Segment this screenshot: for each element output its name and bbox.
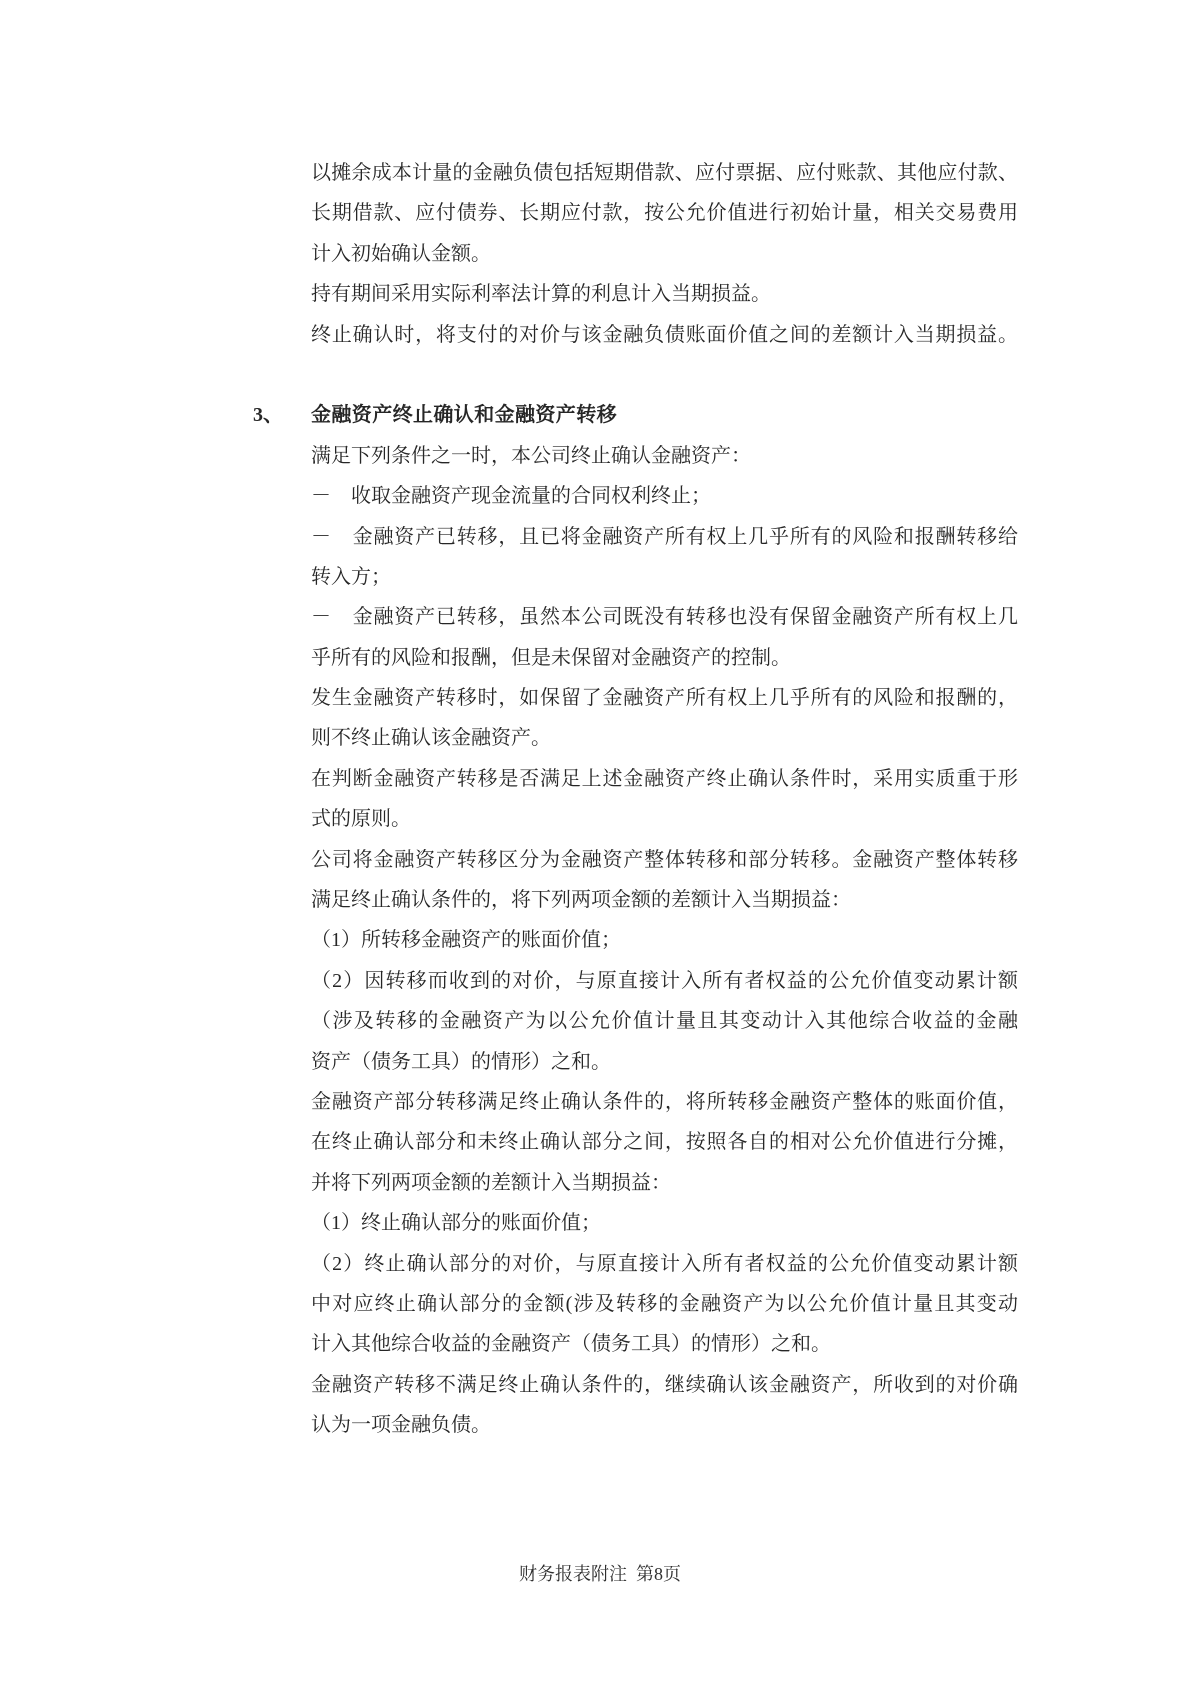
text-line: － 金融资产已转移，虽然本公司既没有转移也没有保留金融资产所有权上几	[311, 606, 1018, 629]
text-line: （1）所转移金融资产的账面价值；	[311, 929, 621, 952]
text-line: （1）终止确认部分的账面价值；	[311, 1212, 601, 1235]
text-line: 转入方；	[311, 565, 391, 588]
text-line: － 收取金融资产现金流量的合同权利终止；	[311, 485, 711, 508]
text-line: 计入其他综合收益的金融资产（债务工具）的情形）之和。	[311, 1333, 831, 1356]
text-line: 在终止确认部分和未终止确认部分之间，按照各自的相对公允价值进行分摊，	[311, 1131, 1018, 1154]
text-line: （2）终止确认部分的对价，与原直接计入所有者权益的公允价值变动累计额	[311, 1252, 1018, 1275]
text-line: 发生金融资产转移时，如保留了金融资产所有权上几乎所有的风险和报酬的，	[311, 687, 1018, 710]
text-line: 并将下列两项金额的差额计入当期损益：	[311, 1171, 671, 1194]
text-line: 资产（债务工具）的情形）之和。	[311, 1050, 611, 1073]
section-title: 金融资产终止确认和金融资产转移	[311, 404, 617, 427]
text-line: 金融资产转移不满足终止确认条件的，继续确认该金融资产，所收到的对价确	[311, 1373, 1018, 1396]
paragraph-gap	[311, 355, 1018, 395]
text-line: 满足终止确认条件的，将下列两项金额的差额计入当期损益：	[311, 889, 851, 912]
text-line: 式的原则。	[311, 808, 411, 831]
page-footer: 财务报表附注 第8页	[519, 1564, 681, 1584]
text-line: － 金融资产已转移，且已将金融资产所有权上几乎所有的风险和报酬转移给	[311, 525, 1018, 548]
text-line: 满足下列条件之一时，本公司终止确认金融资产：	[311, 444, 751, 467]
text-line: 持有期间采用实际利率法计算的利息计入当期损益。	[311, 283, 771, 306]
text-line: 计入初始确认金额。	[311, 242, 491, 265]
text-line: 长期借款、应付债券、长期应付款，按公允价值进行初始计量，相关交易费用	[311, 202, 1018, 225]
text-line: 中对应终止确认部分的金额(涉及转移的金融资产为以公允价值计量且其变动	[311, 1292, 1018, 1315]
text-line: 认为一项金融负债。	[311, 1414, 491, 1437]
text-line: 公司将金融资产转移区分为金融资产整体转移和部分转移。金融资产整体转移	[311, 848, 1018, 871]
text-line: 乎所有的风险和报酬，但是未保留对金融资产的控制。	[311, 646, 791, 669]
text-line: 终止确认时，将支付的对价与该金融负债账面价值之间的差额计入当期损益。	[311, 323, 1018, 346]
text-line: 金融资产部分转移满足终止确认条件的，将所转移金融资产整体的账面价值，	[311, 1090, 1018, 1113]
text-line: 以摊余成本计量的金融负债包括短期借款、应付票据、应付账款、其他应付款、	[311, 162, 1018, 184]
section-number: 3、	[253, 404, 283, 427]
text-line: 在判断金融资产转移是否满足上述金融资产终止确认条件时，采用实质重于形	[311, 767, 1018, 790]
section-heading	[253, 395, 1018, 435]
text-line: （2）因转移而收到的对价，与原直接计入所有者权益的公允价值变动累计额	[311, 969, 1018, 992]
text-line: （涉及转移的金融资产为以公允价值计量且其变动计入其他综合收益的金融	[311, 1010, 1018, 1033]
text-line: 则不终止确认该金融资产。	[311, 727, 551, 750]
text-body	[253, 153, 1018, 1446]
